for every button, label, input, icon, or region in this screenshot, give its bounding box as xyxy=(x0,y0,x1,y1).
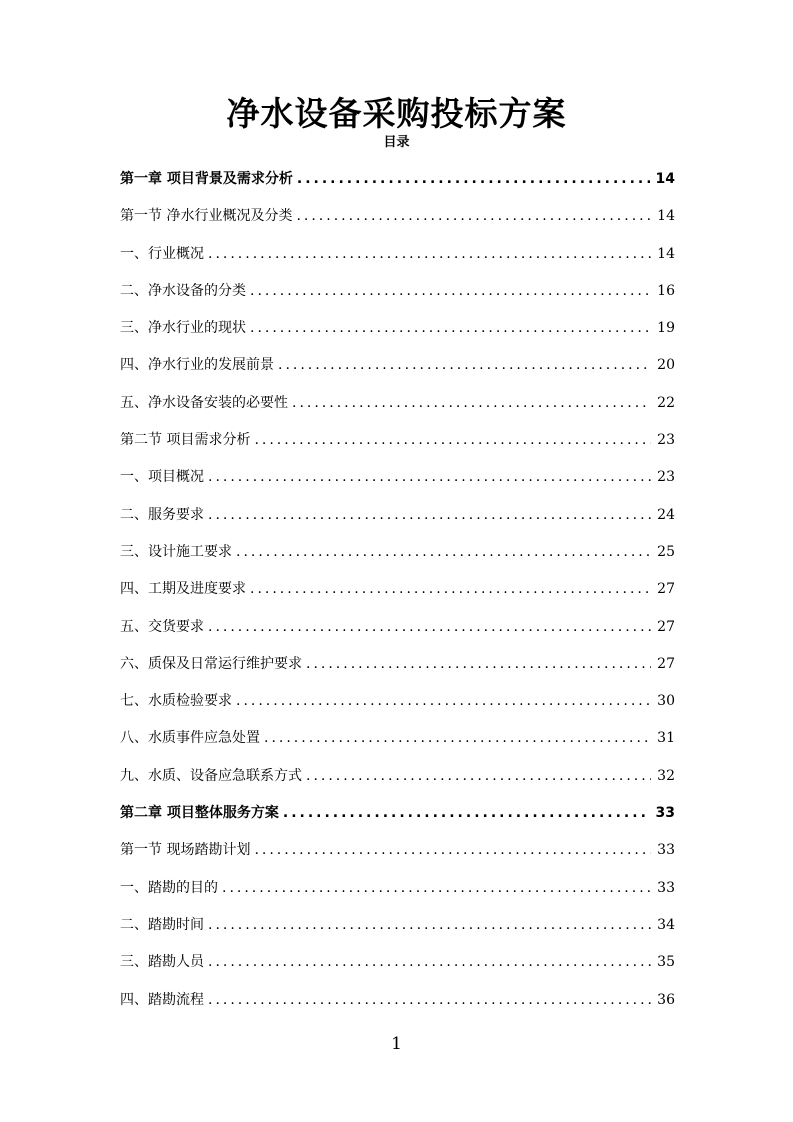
toc-entry-label: 二、净水设备的分类 xyxy=(120,282,246,299)
toc-dot-leader xyxy=(208,617,651,637)
toc-dot-leader xyxy=(250,579,651,599)
toc-entry-page: 14 xyxy=(655,171,675,187)
toc-entry-page: 33 xyxy=(657,879,675,896)
toc-entry-page: 23 xyxy=(657,469,675,486)
toc-dot-leader xyxy=(306,766,651,786)
toc-entry-section[interactable] xyxy=(120,430,675,467)
toc-entry-label: 六、质保及日常运行维护要求 xyxy=(120,655,302,672)
toc-dot-leader xyxy=(250,318,651,338)
toc-dot-leader xyxy=(250,281,651,301)
toc-dot-leader xyxy=(296,206,651,226)
toc-entry-page: 27 xyxy=(657,581,675,598)
toc-entry-page: 35 xyxy=(657,954,675,971)
toc-entry-section[interactable] xyxy=(120,840,675,877)
toc-dot-leader xyxy=(208,990,651,1010)
toc-entry-page: 33 xyxy=(657,842,675,859)
toc-entry-item[interactable] xyxy=(120,654,675,691)
toc-entry-label: 一、项目概况 xyxy=(120,469,204,486)
toc-entry-label: 四、净水行业的发展前景 xyxy=(120,357,274,374)
toc-entry-page: 32 xyxy=(657,767,675,784)
toc-entry-item[interactable] xyxy=(120,990,675,1027)
toc-entry-item[interactable] xyxy=(120,579,675,616)
toc-entry-page: 22 xyxy=(657,394,675,411)
toc-entry-label: 三、设计施工要求 xyxy=(120,543,232,560)
toc-entry-item[interactable] xyxy=(120,542,675,579)
table-of-contents xyxy=(120,169,675,1027)
toc-entry-label: 二、踏勘时间 xyxy=(120,916,204,933)
toc-entry-item[interactable] xyxy=(120,505,675,542)
toc-dot-leader xyxy=(292,393,651,413)
toc-entry-label: 一、踏勘的目的 xyxy=(120,879,218,896)
toc-entry-page: 16 xyxy=(657,282,675,299)
toc-dot-leader xyxy=(254,430,651,450)
toc-entry-item[interactable] xyxy=(120,691,675,728)
toc-entry-label: 八、水质事件应急处置 xyxy=(120,730,260,747)
toc-dot-leader xyxy=(208,467,651,487)
toc-dot-leader xyxy=(208,244,651,264)
toc-entry-page: 27 xyxy=(657,655,675,672)
toc-entry-label: 五、净水设备安装的必要性 xyxy=(120,394,288,411)
toc-entry-item[interactable] xyxy=(120,355,675,392)
toc-dot-leader xyxy=(236,691,651,711)
toc-dot-leader xyxy=(208,505,651,525)
toc-entry-label: 第二章 项目整体服务方案 xyxy=(120,805,279,822)
toc-entry-label: 二、服务要求 xyxy=(120,506,204,523)
toc-dot-leader xyxy=(208,952,651,972)
toc-entry-item[interactable] xyxy=(120,281,675,318)
toc-entry-page: 19 xyxy=(657,320,675,337)
toc-entry-section[interactable] xyxy=(120,206,675,243)
toc-dot-leader xyxy=(283,803,650,823)
toc-dot-leader xyxy=(297,169,650,189)
toc-dot-leader xyxy=(278,355,651,375)
toc-entry-item[interactable] xyxy=(120,318,675,355)
toc-entry-page: 36 xyxy=(657,991,675,1008)
toc-entry-page: 30 xyxy=(657,693,675,710)
toc-entry-page: 27 xyxy=(657,618,675,635)
toc-entry-item[interactable] xyxy=(120,952,675,989)
toc-entry-label: 一、行业概况 xyxy=(120,245,204,262)
toc-dot-leader xyxy=(306,654,651,674)
toc-entry-item[interactable] xyxy=(120,915,675,952)
toc-entry-label: 三、踏勘人员 xyxy=(120,954,204,971)
toc-entry-page: 25 xyxy=(657,543,675,560)
document-title: 净水设备采购投标方案 xyxy=(226,94,567,133)
toc-entry-label: 三、净水行业的现状 xyxy=(120,320,246,337)
toc-entry-chapter[interactable] xyxy=(120,169,675,206)
toc-dot-leader xyxy=(222,878,651,898)
toc-entry-item[interactable] xyxy=(120,766,675,803)
toc-entry-chapter[interactable] xyxy=(120,803,675,840)
toc-entry-label: 第一节 净水行业概况及分类 xyxy=(120,208,293,225)
toc-dot-leader xyxy=(236,542,651,562)
toc-heading: 目录 xyxy=(383,135,410,150)
toc-entry-page: 14 xyxy=(657,245,675,262)
toc-entry-page: 34 xyxy=(657,916,675,933)
toc-entry-item[interactable] xyxy=(120,878,675,915)
toc-entry-item[interactable] xyxy=(120,728,675,765)
toc-dot-leader xyxy=(254,840,651,860)
toc-entry-label: 四、工期及进度要求 xyxy=(120,581,246,598)
toc-entry-page: 24 xyxy=(657,506,675,523)
toc-entry-page: 33 xyxy=(655,805,675,822)
toc-entry-label: 七、水质检验要求 xyxy=(120,693,232,710)
toc-entry-page: 23 xyxy=(657,432,675,449)
toc-entry-label: 第一章 项目背景及需求分析 xyxy=(120,171,293,187)
toc-entry-label: 四、踏勘流程 xyxy=(120,991,204,1008)
toc-entry-item[interactable] xyxy=(120,617,675,654)
page-number: 1 xyxy=(391,1034,402,1054)
toc-entry-page: 14 xyxy=(657,208,675,225)
toc-dot-leader xyxy=(208,915,651,935)
toc-entry-label: 五、交货要求 xyxy=(120,618,204,635)
toc-entry-item[interactable] xyxy=(120,244,675,281)
toc-entry-page: 20 xyxy=(657,357,675,374)
toc-entry-label: 第二节 项目需求分析 xyxy=(120,432,251,449)
toc-entry-item[interactable] xyxy=(120,467,675,504)
toc-entry-label: 九、水质、设备应急联系方式 xyxy=(120,767,302,784)
toc-entry-item[interactable] xyxy=(120,393,675,430)
toc-entry-page: 31 xyxy=(657,730,675,747)
toc-dot-leader xyxy=(264,728,651,748)
toc-entry-label: 第一节 现场踏勘计划 xyxy=(120,842,251,859)
